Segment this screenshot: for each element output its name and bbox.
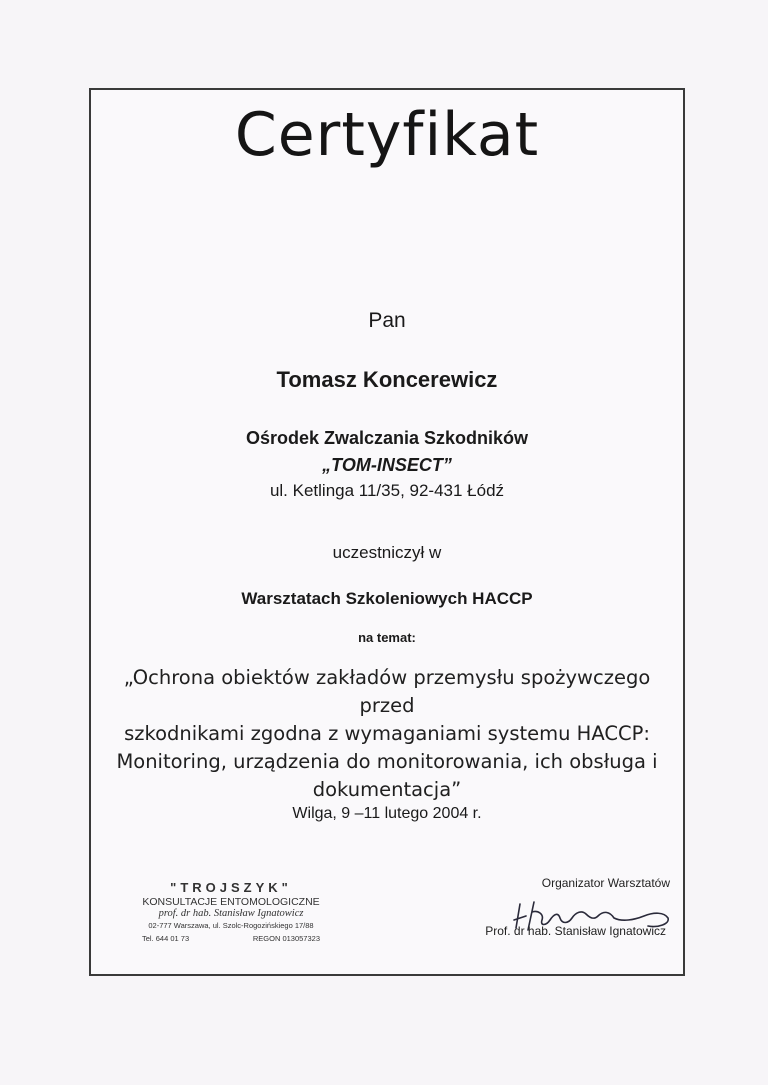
organizer-label: Organizator Warsztatów	[541, 876, 670, 890]
topic-line: dokumentacja”	[312, 778, 462, 801]
topic-line: szkodnikami zgodna z wymaganiami systemu HACCP:	[124, 722, 650, 745]
stamp-owner: prof. dr hab. Stanisław Ignatowicz	[158, 908, 304, 919]
stamp-subtitle: KONSULTACJE ENTOMOLOGICZNE	[142, 896, 320, 908]
salutation: Pan	[368, 309, 406, 332]
stamp-address: 02-777 Warszawa, ul. Szolc-Rogozińskiego 17/88	[148, 921, 314, 930]
topic-label: na temat:	[358, 630, 416, 645]
workshop-name: Warsztatach Szkoleniowych HACCP	[241, 589, 533, 608]
organization-brand: „TOM-INSECT”	[322, 455, 452, 475]
organization-name: Ośrodek Zwalczania Szkodników	[245, 428, 529, 448]
stamp-phone: Tel. 644 01 73	[142, 934, 190, 943]
company-stamp	[142, 880, 320, 943]
certificate-title: Certyfikat	[234, 100, 540, 170]
recipient-name: Tomasz Koncerewicz	[276, 367, 498, 392]
stamp-title: "TROJSZYK"	[170, 880, 292, 895]
topic-line: „Ochrona obiektów zakładów przemysłu spożywczego przed	[123, 666, 651, 717]
topic-text	[100, 664, 674, 804]
organization-address: ul. Ketlinga 11/35, 92-431 Łódź	[269, 481, 505, 500]
signer-name: Prof. dr hab. Stanisław Ignatowicz	[485, 924, 666, 938]
certificate-frame	[89, 88, 685, 976]
participation-text: uczestniczył w	[332, 543, 442, 562]
place-date: Wilga, 9 –11 lutego 2004 r.	[292, 805, 482, 822]
stamp-regon: REGON 013057323	[252, 934, 320, 943]
topic-line: Monitoring, urządzenia do monitorowania, ich obsługa i	[116, 750, 658, 773]
